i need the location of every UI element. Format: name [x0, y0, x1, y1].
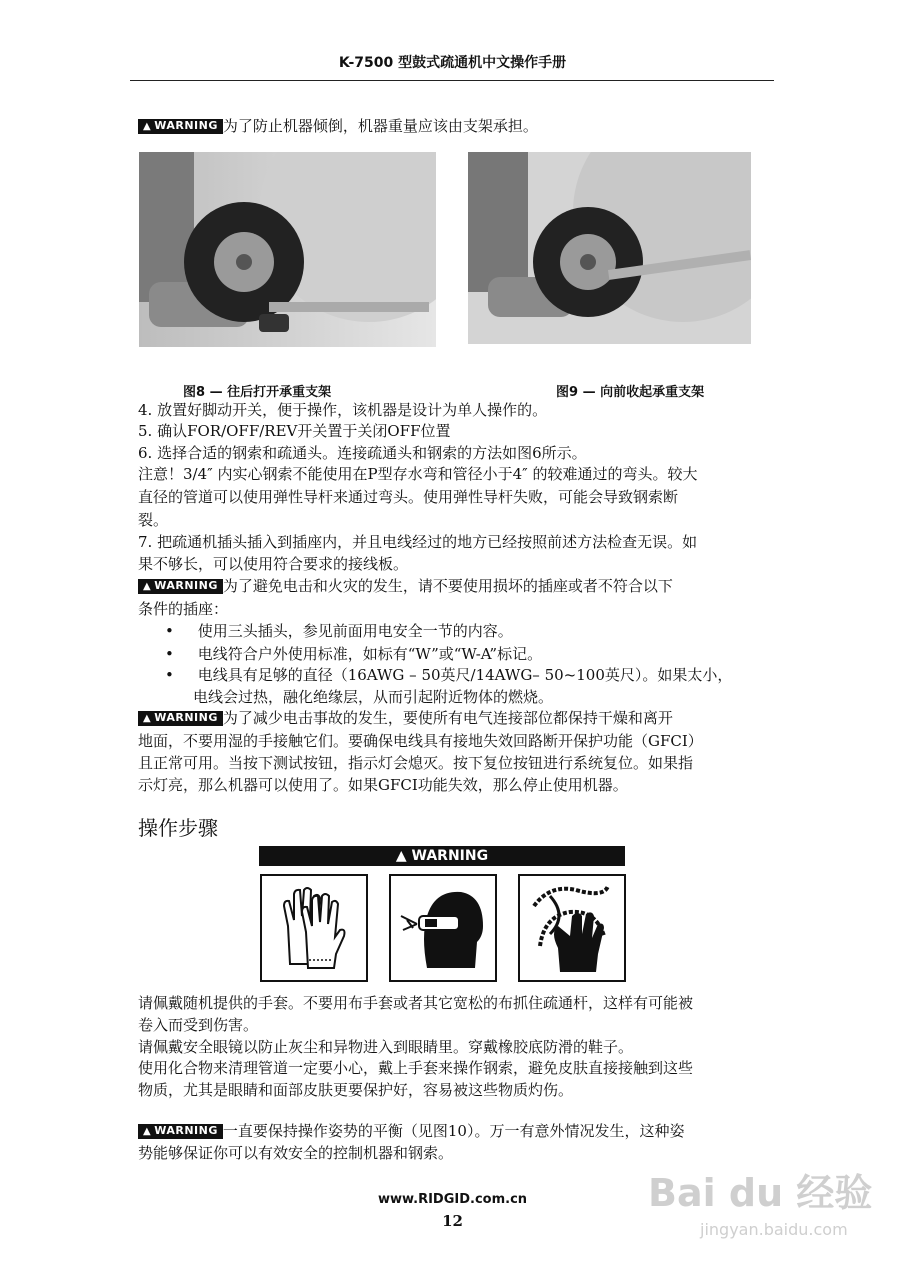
warning-badge: ▲ WARNING	[138, 579, 223, 594]
warning-triangle-icon: ▲	[143, 1126, 152, 1137]
step-7: 7. 把疏通机插头插入到插座内，并且电线经过的地方已经按照前述方法检查无误。如	[138, 533, 698, 551]
warning-3-cont: 示灯亮，那么机器可以使用了。如果GFCI功能失效，那么停止使用机器。	[138, 776, 628, 794]
bullet-item: • 电线具有足够的直径（16AWG – 50英尺/14AWG– 50~100英尺）。如果太小，	[165, 666, 733, 684]
warning-badge: ▲ WARNING	[138, 711, 223, 726]
section-heading: 操作步骤	[138, 816, 218, 840]
warning-line-1: ▲ WARNING 为了防止机器倾倒，机器重量应该由支架承担。	[138, 116, 538, 136]
warning-line-3: ▲ WARNING 为了减少电击事故的发生，要使所有电气连接部位都保持干燥和离开	[138, 708, 673, 728]
figure-9-caption: 图9 — 向前收起承重支架	[556, 385, 705, 400]
warning-banner: ▲ WARNING	[259, 846, 625, 866]
ppe-text-line: 使用化合物来清理管道一定要小心，戴上手套来操作钢索，避免皮肤直接接触到这些	[138, 1059, 694, 1077]
watermark-url: jingyan.baidu.com	[700, 1220, 848, 1239]
warning-3-cont: 地面，不要用湿的手接触它们。要确保电线具有接地失效回路断开保护功能（GFCI）	[138, 732, 703, 750]
warning-4-cont: 势能够保证你可以有效安全的控制机器和钢索。	[138, 1144, 454, 1162]
warning-3-cont: 且正常可用。当按下测试按钮，指示灯会熄灭。按下复位按钮进行系统复位。如果指	[138, 754, 694, 772]
bullet-item: • 电线符合户外使用标准，如标有“W”或“W-A”标记。	[165, 645, 543, 663]
figure-9-photo	[468, 152, 751, 344]
bullet-dot: •	[165, 666, 198, 684]
page-header-title: K-7500 型鼓式疏通机中文操作手册	[338, 55, 567, 71]
warning-badge: ▲ WARNING	[138, 119, 223, 134]
note-line: 直径的管道可以使用弹性导杆来通过弯头。使用弹性导杆失败，可能会导致钢索断	[138, 488, 679, 506]
warning-line-2: ▲ WARNING 为了避免电击和火灾的发生，请不要使用损坏的插座或者不符合以下	[138, 576, 673, 596]
warning-line-4: ▲ WARNING 一直要保持操作姿势的平衡（见图10）。万一有意外情况发生，这种姿	[138, 1121, 684, 1141]
ppe-text-line: 卷入而受到伤害。	[138, 1016, 259, 1034]
hand-entanglement-icon	[518, 874, 626, 982]
figure-8-photo	[139, 152, 436, 347]
safety-glasses-icon	[389, 874, 497, 982]
warning-badge: ▲ WARNING	[138, 1124, 223, 1139]
ppe-text-line: 请佩戴随机提供的手套。不要用布手套或者其它宽松的布抓住疏通杆，这样有可能被	[138, 994, 694, 1012]
bullet-item: • 使用三头插头，参见前面用电安全一节的内容。	[165, 622, 513, 640]
step-6: 6. 选择合适的钢索和疏通头。连接疏通头和钢索的方法如图6所示。	[138, 444, 587, 462]
figure-8-caption: 图8 — 往后打开承重支架	[183, 385, 332, 400]
ppe-text-line: 物质，尤其是眼睛和面部皮肤更要保护好，容易被这些物质灼伤。	[138, 1081, 574, 1099]
note-line: 裂。	[138, 511, 169, 529]
page-number: 12	[442, 1212, 463, 1230]
bullet-item-cont: 电线会过热，融化绝缘层，从而引起附近物体的燃烧。	[193, 688, 554, 706]
step-5: 5. 确认FOR/OFF/REV开关置于关闭OFF位置	[138, 422, 451, 440]
warning-triangle-icon: ▲	[143, 121, 152, 132]
bullet-dot: •	[165, 622, 198, 640]
footer-url: www.RIDGID.com.cn	[377, 1192, 528, 1207]
warning-triangle-icon: ▲	[143, 713, 152, 724]
watermark-logo: Bai du 经验	[648, 1171, 873, 1215]
note-line: 注意！3/4″ 内实心钢索不能使用在P型存水弯和管径小于4″ 的较难通过的弯头。较大	[138, 465, 698, 483]
warning-triangle-icon: ▲	[143, 581, 152, 592]
warning-triangle-icon: ▲	[395, 848, 412, 864]
warning-2-cont: 条件的插座：	[138, 600, 229, 618]
header-divider	[130, 80, 774, 81]
bullet-dot: •	[165, 645, 198, 663]
gloves-icon	[260, 874, 368, 982]
step-7-cont: 果不够长，可以使用符合要求的接线板。	[138, 555, 409, 573]
ppe-text-line: 请佩戴安全眼镜以防止灰尘和异物进入到眼睛里。穿戴橡胶底防滑的鞋子。	[138, 1038, 634, 1056]
step-4: 4. 放置好脚动开关，便于操作，该机器是设计为单人操作的。	[138, 401, 548, 419]
